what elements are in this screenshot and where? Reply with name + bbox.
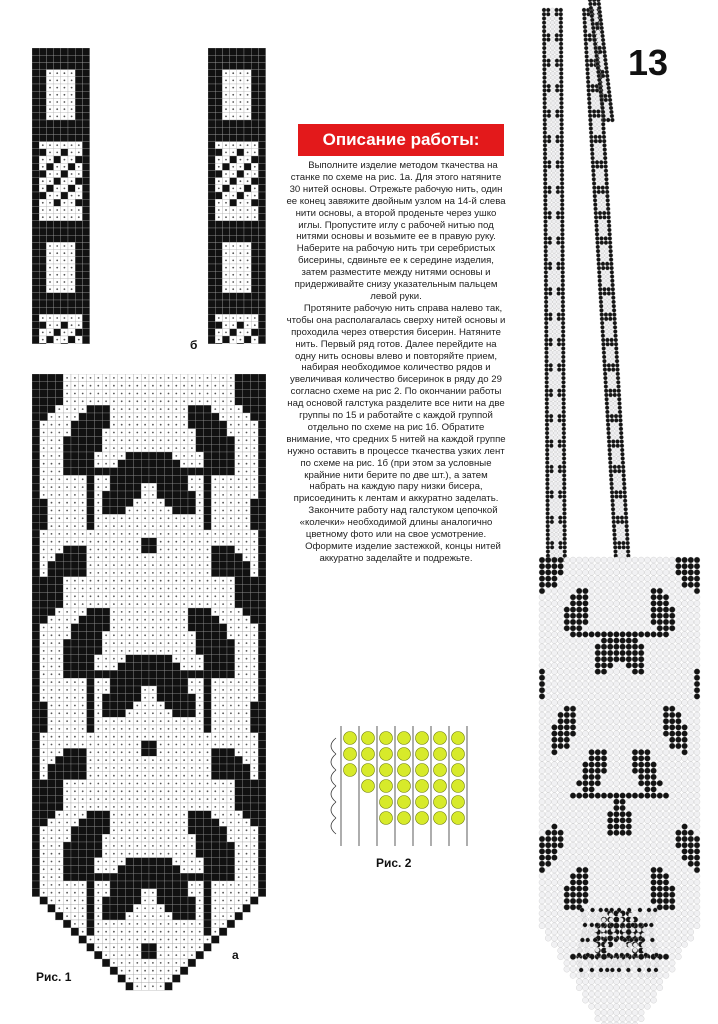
page-number: 13: [628, 42, 669, 83]
paragraph-3: Закончите работу над галстуком цепочкой «колечки» необходимой длины аналогично цветному фото или на свое усмотрение.: [299, 505, 498, 541]
weaving-diagram: [318, 720, 468, 850]
paragraph-4: Оформите изделие застежкой, концы нитей аккуратно заделайте и подрежьте.: [305, 541, 501, 564]
figure-2-caption: Рис. 2: [376, 856, 412, 870]
paragraph-2: Протяните рабочую нить справа налево так, чтобы она располагалась сверху нитей основы и проходила через отверстия бисерин. Натяните нить. Первый ряд готов. Далее перейдите на одну нить основы влево и повторяйте прием, набирая необходимое количество рядов и увеличивая количество бисеринок в ряду до 29 согласно схеме на рис 2. По окончании работы над основой галстука разделите все нити на две группы по 15 и работайте с каждой группой отдельно по схеме на рис 1б. Обратите внимание, что средних 5 нитей на каждой группе нужно оставить в процессе ткачества узких лент по схеме на рис. 1б (при этом за условные крайние нити берите по две шт.), а затем набрать на каждую пару низки бисера, присоединить к лентам и аккуратно заделать.: [286, 302, 506, 505]
figure-1-caption: Рис. 1: [36, 970, 72, 984]
figure-1a-label: а: [232, 948, 239, 962]
section-heading: Описание работы:: [298, 124, 504, 156]
figure-1b-label: б: [190, 338, 198, 352]
paragraph-1: Выполните изделие методом ткачества на станке по схеме на рис. 1а. Для этого натяните 30 нитей основы. Отрежьте рабочую нить, один ее конец завяжите двойным узлом на 14-й слева нити основы, а второй проденьте через ушко иглы. Пропустите иглу с рабочей нитью под нитями основы и возьмите ее в правую руку. Наберите на рабочую нить три серебристых бисерины, сдвиньте ее к середине изделия, затем разместите между нитями основы и придерживайте снизу указательным пальцем левой руки.: [286, 160, 506, 302]
pattern-strip-left: [32, 48, 90, 344]
description-text: [286, 160, 506, 565]
pattern-main-scheme: [32, 374, 266, 992]
pattern-strip-right: [208, 48, 266, 344]
necklace-photo: [480, 0, 718, 1024]
